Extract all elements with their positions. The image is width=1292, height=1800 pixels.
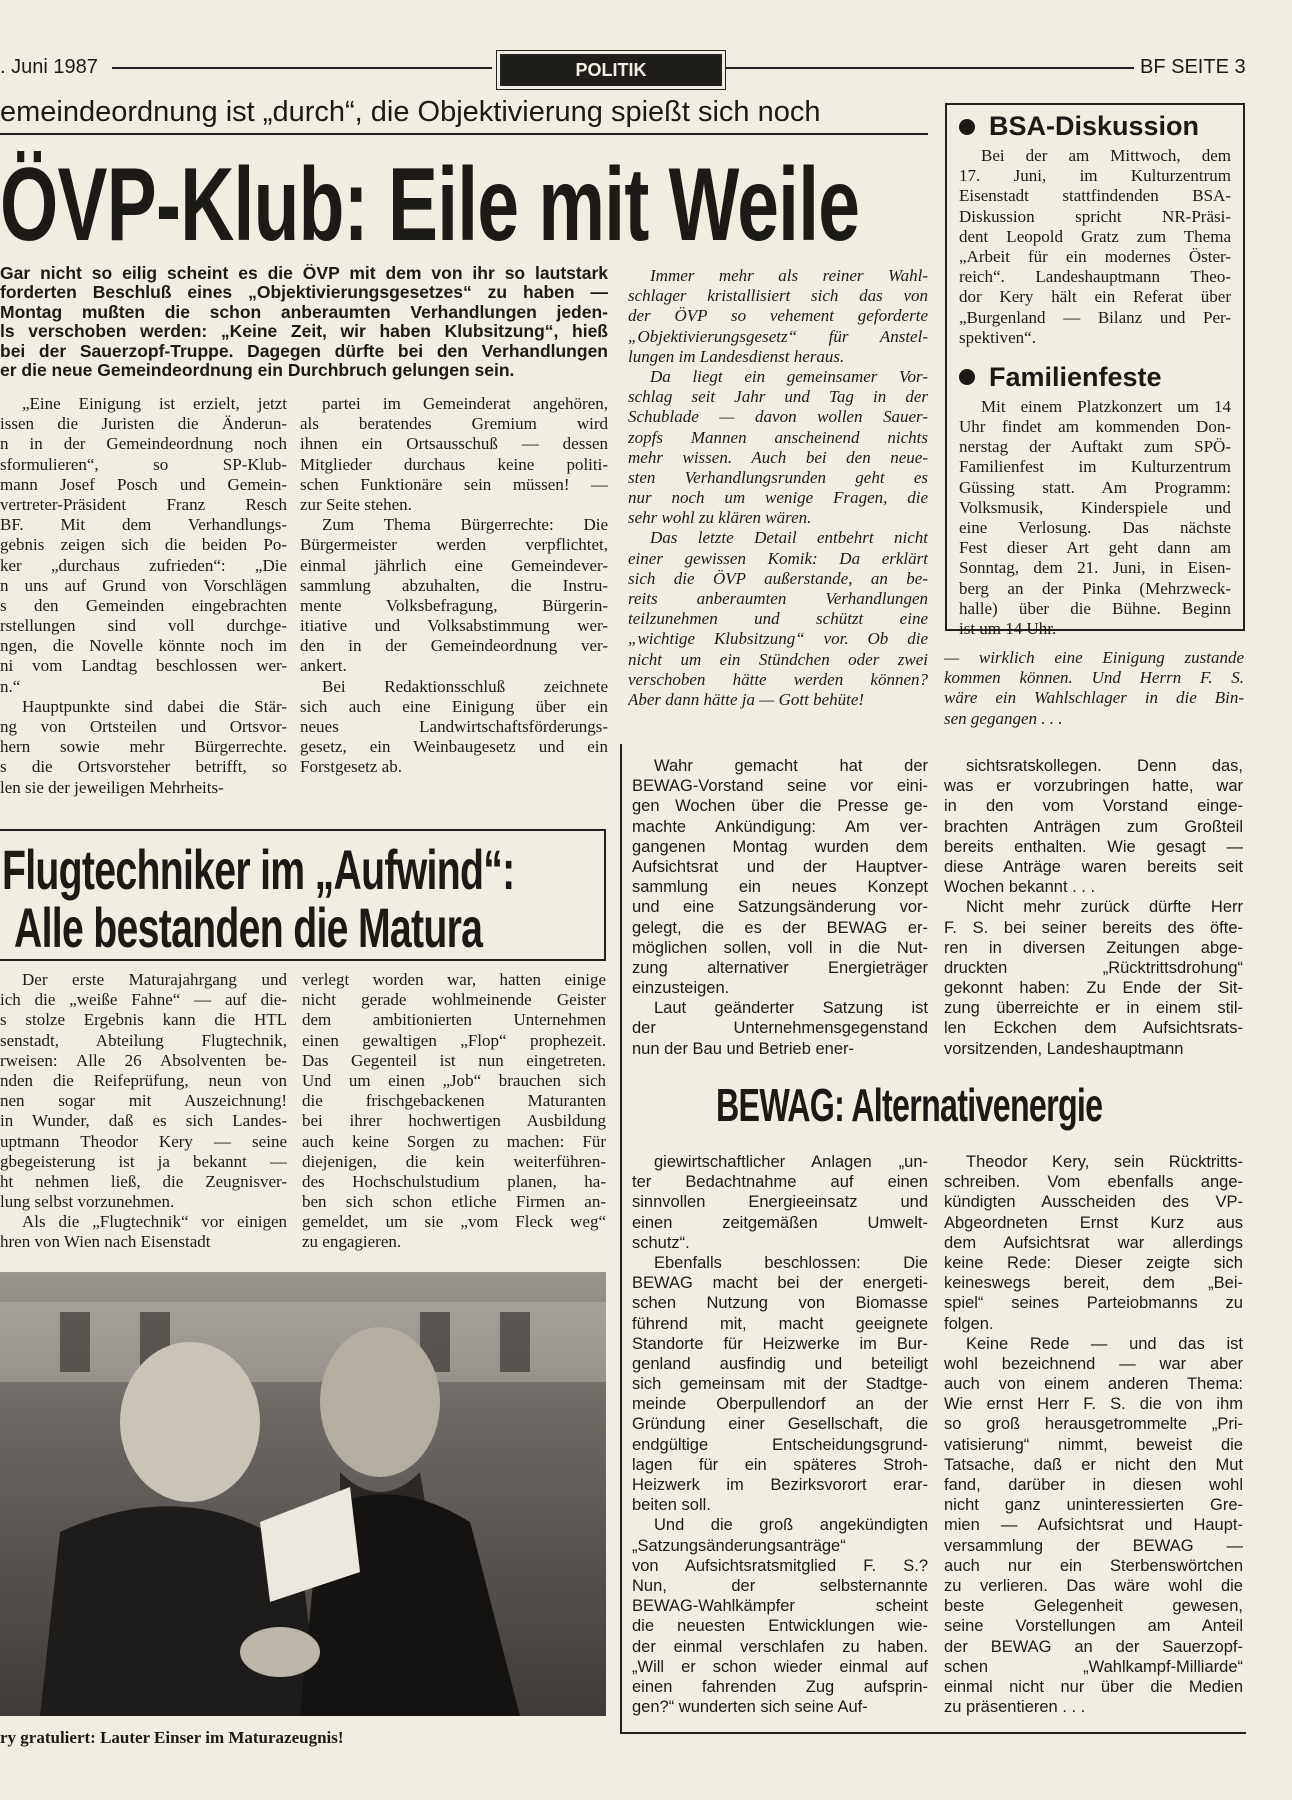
text-line: zung überreichte er in einem stil- — [944, 999, 1243, 1018]
text-line: Eisenstadt stattfindenden BSA- — [959, 186, 1231, 206]
text-line: ter Bedachtnahme auf einen — [632, 1173, 928, 1192]
text-line: „Satzungsänderungsanträge“ — [632, 1536, 846, 1555]
text-line: schen Nutzung von Biomasse — [632, 1294, 928, 1313]
text-line: ngen, die Novelle könnte noch im — [0, 636, 287, 656]
text-line: einer gewissen Komik: Da erklärt — [628, 548, 928, 568]
paragraph — [302, 970, 606, 1253]
text-line: Nicht mehr zurück dürfte Herr — [966, 898, 1243, 917]
text-line: reits anberaumten Verhandlungen — [628, 589, 928, 608]
text-line: der einmal verschlafen zu haben. — [632, 1637, 928, 1656]
text-line: Da liegt ein gemeinsamer Vor- — [650, 366, 928, 386]
text-line: vorsitzenden, Landeshauptmann — [944, 1039, 1184, 1058]
text-line: spiel“ seines Parteiobmanns zu — [944, 1294, 1243, 1313]
text-line: Als die „Flugtechnik“ vor einigen — [22, 1212, 287, 1232]
text-line: keineswegs bereit, dem „Bei- — [944, 1274, 1243, 1293]
paragraph — [0, 264, 608, 380]
text-line: Bei der am Mittwoch, dem — [981, 146, 1231, 165]
article-column-2 — [300, 394, 608, 778]
text-line: Schublade — davon wollen Sauer- — [628, 407, 928, 427]
text-line: kommen können. Und Herrn F. S. — [944, 668, 1244, 688]
text-line: sich die ÖVP außerstande, an be- — [628, 568, 928, 588]
text-line: Aufsichtsrat und der Hauptver- — [632, 857, 928, 876]
text-line: brachten Anträgen zum Großteil — [944, 817, 1243, 836]
text-line: issen die Juristen die Änderun- — [0, 414, 287, 434]
text-line: nun der Bau und Betrieb ener- — [632, 1039, 854, 1058]
text-line: nur noch um wenige Fragen, die — [628, 488, 928, 508]
text-line: Ebenfalls beschlossen: Die — [654, 1253, 928, 1272]
paragraph — [0, 1212, 287, 1252]
text-line: vertreter-Präsident Franz Resch — [0, 494, 287, 514]
text-line: halle) über die Bühne. Beginn — [959, 598, 1231, 618]
text-line: diejenigen, die kein weiterführen- — [302, 1151, 606, 1171]
text-line: dent Leopold Gratz zum Thema — [959, 226, 1231, 246]
text-line: mann Josef Posch und Gemein- — [0, 474, 287, 494]
sidebar-item-bsa — [947, 111, 1243, 348]
text-line: zung alternativer Energieträger — [632, 958, 928, 977]
text-line: Abgeordneten Ernst Kurz aus — [944, 1213, 1243, 1232]
text-line: lagen für ein späteres Stroh- — [632, 1455, 928, 1474]
text-line: Sonntag, dem 21. Juni, in Eisen- — [959, 558, 1231, 578]
text-line: Familienfest im Kulturzentrum — [959, 457, 1231, 477]
text-line: in Wunder, daß es sich Landes- — [0, 1111, 287, 1131]
text-line: n uns auf Grund von Vorschlägen — [0, 575, 287, 595]
text-line: zu verlieren. Das wäre wohl die — [944, 1576, 1243, 1595]
paragraph — [944, 648, 1244, 729]
text-line: s stolze Ergebnis kann die HTL — [0, 1010, 287, 1030]
text-line: „Eine Einigung ist erzielt, jetzt — [22, 394, 287, 413]
text-line: ng von Ortsteilen und Ortsvor- — [0, 717, 287, 736]
text-line: 17. Juni, im Kulturzentrum — [959, 166, 1231, 186]
article-column-1 — [0, 394, 287, 798]
text-line: verschoben hätte werden können? — [628, 669, 928, 689]
text-line: ist um 14 Uhr. — [959, 618, 1057, 638]
paragraph — [0, 394, 287, 697]
text-line: und eine Satzungsänderung vor- — [632, 898, 928, 917]
text-line: Der erste Maturajahrgang und — [22, 970, 287, 989]
text-line: einzusteigen. — [632, 979, 730, 998]
text-line: seine Vorstellungen am Anteil — [944, 1617, 1243, 1636]
text-line: sformulieren“, so SP-Klub- — [0, 454, 287, 474]
page-number: BF SEITE 3 — [1140, 56, 1246, 78]
text-line: zur Seite stehen. — [300, 494, 412, 514]
text-line: mien — Aufsichtsrat und Haupt- — [944, 1516, 1243, 1535]
text-line: Fest dieser Art geht dann am — [959, 538, 1231, 558]
text-line: gbegeisterung ist ja bekannt — — [0, 1151, 287, 1171]
paragraph — [300, 515, 608, 677]
paragraph — [632, 998, 928, 1059]
text-line: sich gemeinsam mit der Stadtge- — [632, 1375, 928, 1394]
text-line: Mitglieder durchaus keine politi- — [300, 454, 608, 474]
header-rule-right — [726, 67, 1134, 69]
sidebar-item-familienfeste — [947, 362, 1243, 639]
text-line: itiative und Volksabstimmung wer- — [300, 616, 608, 636]
text-line: auch keine Sorgen zu machen: Für — [302, 1131, 606, 1151]
text-line: der ÖVP so vehement geforderte — [628, 306, 928, 326]
text-line: Uhr findet am kommenden Don- — [959, 417, 1231, 437]
flug-headline-line2: Alle bestanden die Matura — [14, 896, 483, 959]
article-lead — [0, 264, 608, 380]
text-line: schlag seit Jahr und Tag in der — [628, 387, 928, 407]
paragraph — [300, 677, 608, 778]
text-line: bereits enthalten. Wie gesagt — — [944, 837, 1243, 856]
text-line: nicht um ein Stündchen oder zwei — [628, 649, 928, 669]
text-line: ankert. — [300, 656, 347, 676]
text-line: len sie der jeweiligen Mehrheits- — [0, 777, 224, 797]
text-line: auch nur ein Sterbenswörtchen — [944, 1556, 1243, 1575]
paragraph — [632, 1253, 928, 1515]
sidebar-item-title: BSA-Diskussion — [989, 111, 1200, 141]
text-line: dem Aufsichtsrat war allerdings — [944, 1233, 1243, 1252]
text-line: Bei Redaktionsschluß zeichnete — [322, 676, 608, 696]
text-line: sammlung ein neues Konzept — [632, 878, 928, 897]
paragraph — [944, 756, 1243, 897]
text-line: ker „durchaus zufrieden“: „Die — [0, 555, 287, 575]
text-line: mente Volksbefragung, Bürgerin- — [300, 595, 608, 615]
bullet-icon — [959, 119, 975, 135]
text-line: machte Ankündigung: Am ver- — [632, 817, 928, 836]
text-line: auch von einem anderen Thema: — [944, 1375, 1243, 1394]
text-line: diese Anträge waren bereits seit — [944, 857, 1243, 876]
bewag-column-2 — [944, 1152, 1243, 1717]
text-line: beiten soll. — [632, 1496, 711, 1515]
commentary-end — [944, 648, 1244, 729]
text-line: Wie ernst Herr F. S. die von ihm — [944, 1395, 1243, 1414]
text-line: ni vom Landtag beschlossen wer- — [0, 656, 287, 676]
sidebar-item-text — [959, 146, 1231, 348]
text-line: Und um einen „Job“ brauchen sich — [302, 1070, 606, 1090]
text-line: reich“. Landeshauptmann Theo- — [959, 267, 1231, 287]
kicker-rule — [0, 133, 928, 135]
text-line: Heizwerk im Bezirksvorort erar- — [632, 1476, 928, 1494]
text-line: partei im Gemeinderat angehören, — [322, 394, 608, 413]
text-line: nicht gerade wohlmeinende Geister — [302, 990, 606, 1010]
photo-graduation — [0, 1272, 606, 1716]
text-line: dem ambitionierten Unternehmen — [302, 1010, 606, 1030]
text-line: lungen im Landesdienst heraus. — [628, 346, 845, 366]
text-line: einen zeitgemäßen Umwelt- — [632, 1213, 928, 1232]
text-line: s die Ortsvorsteher betrifft, so — [0, 757, 287, 777]
text-line: forderten Beschluß eines „Objektivierungsgesetzes“ zu haben — — [0, 283, 608, 303]
text-line: führend mit, macht geeignete — [632, 1314, 928, 1333]
sidebar-item-title: Familienfeste — [989, 361, 1162, 392]
text-line: Theodor Kery, sein Rücktritts- — [966, 1153, 1243, 1171]
text-line: bei ihrer hochwertigen Ausbildung — [302, 1111, 606, 1131]
text-line: einen gewaltigen „Flop“ prophezeit. — [302, 1030, 606, 1050]
text-line: Diskussion spricht NR-Präsi- — [959, 206, 1231, 226]
text-line: Tatsache, daß er nicht den Mut — [944, 1455, 1243, 1474]
text-line: den in der Gemeindeordnung ver- — [300, 636, 608, 656]
text-line: endgültige Entscheidungsgrund- — [632, 1435, 928, 1454]
text-line: Nun, der selbsternannte — [632, 1576, 928, 1595]
text-line: BEWAG-Wahlkämpfer scheint — [632, 1597, 928, 1616]
text-line: beste Gelegenheit gewesen, — [944, 1597, 1243, 1616]
text-line: nerstag der Auftakt zum SPÖ- — [959, 437, 1231, 457]
text-line: Immer mehr als reiner Wahl- — [650, 266, 928, 285]
paragraph — [628, 528, 928, 710]
text-line: „Objektivierungsgesetz“ für Anstel- — [628, 326, 928, 346]
text-line: einen fahrenden Zug aufsprin- — [632, 1677, 928, 1696]
text-line: Wochen bekannt . . . — [944, 878, 1096, 897]
paragraph — [944, 1334, 1243, 1718]
text-line: Keine Rede — und das ist — [966, 1334, 1243, 1353]
text-line: die frischgebackenen Maturanten — [302, 1091, 606, 1111]
text-line: gelegt, die es der BEWAG er- — [632, 918, 928, 937]
text-line: Aber dann hätte ja — Gott behüte! — [628, 689, 865, 709]
text-line: gen?“ wunderten sich seine Auf- — [632, 1698, 868, 1717]
text-line: Das letzte Detail entbehrt nicht — [650, 528, 928, 548]
text-line: dor Kery hält ein Referat über — [959, 287, 1231, 307]
text-line: „Arbeit für ein modernes Öster- — [959, 246, 1231, 266]
photo-caption: ry gratuliert: Lauter Einser im Maturazeugnis! — [0, 1728, 344, 1747]
text-line: Mit einem Platzkonzert um 14 — [981, 396, 1231, 416]
text-line: sich auch eine Einigung über ein — [300, 696, 608, 716]
text-line: mehr wissen. Auch bei den neue- — [628, 447, 928, 467]
text-line: hren von Wien nach Eisenstadt — [0, 1232, 211, 1252]
issue-date: . Juni 1987 — [0, 56, 98, 78]
paragraph — [632, 756, 928, 998]
paragraph — [944, 897, 1243, 1059]
text-line: versammlung der BEWAG — — [944, 1536, 1243, 1555]
bewag-top-column-1 — [632, 756, 928, 1059]
text-line: nden die Reifeprüfung, neun von — [0, 1070, 287, 1090]
paragraph — [632, 1515, 928, 1717]
text-line: folgen. — [944, 1314, 994, 1333]
bewag-headline: BEWAG: Alternativenergie — [716, 1079, 1103, 1131]
text-line: n.“ — [0, 676, 21, 696]
text-line: gemeldet, um sie „vom Fleck weg“ — [302, 1212, 606, 1232]
text-line: teilzunehmen und schützt eine — [628, 609, 928, 629]
article-kicker: emeindeordnung ist „durch“, die Objektivierung spießt sich noch — [0, 96, 821, 128]
text-line: kündigten Ausscheiden des VP- — [944, 1193, 1243, 1212]
text-line: rstellungen sind voll durchge- — [0, 616, 287, 636]
text-line: ben sich schon etliche Firmen an- — [302, 1192, 606, 1212]
paragraph — [628, 266, 928, 367]
text-line: von Aufsichtsratsmitglied F. S.? — [632, 1556, 928, 1575]
text-line: gekonnt haben: Zu Ende der Sit- — [944, 979, 1243, 998]
text-line: keine Rede: Dieser zeigte sich — [944, 1253, 1243, 1272]
text-line: zu präsentieren . . . — [944, 1698, 1086, 1717]
text-line: F. S. bei seiner bereits des öfte- — [944, 918, 1243, 937]
commentary-column — [628, 266, 928, 710]
text-line: „Burgenland — Bilanz und Per- — [959, 307, 1231, 327]
text-line: senstadt, Abteilung Flugtechnik, — [0, 1030, 287, 1050]
text-line: Bürgermeister werden verpflichtet, — [300, 535, 608, 555]
text-line: Güssing statt. Am Programm: — [959, 477, 1231, 497]
text-line: druckten „Rücktrittsdrohung“ — [944, 958, 1243, 977]
text-line: berg an der Pinka (Mehrzweck- — [959, 578, 1231, 598]
text-line: der Unternehmensgegenstand — [632, 1019, 928, 1038]
text-line: s den Gemeinden eingebrachten — [0, 595, 287, 615]
text-line: sehr wohl zu klären wären. — [628, 508, 812, 528]
text-line: Laut geänderter Satzung ist — [654, 999, 928, 1018]
text-line: BEWAG-Vorstand seine vor eini- — [632, 777, 928, 796]
text-line: sinnvollen Energieeinsatz und — [632, 1193, 928, 1212]
text-line: der BEWAG an der Sauerzopf- — [944, 1637, 1243, 1656]
text-line: meinde Oberpullendorf an der — [632, 1395, 928, 1414]
text-line: schreiben. Vom ebenfalls ange- — [944, 1173, 1243, 1192]
text-line: schutz“. — [632, 1233, 690, 1252]
text-line: Das Gegenteil ist nun eingetreten. — [302, 1050, 606, 1070]
text-line: ht nehmen ließ, die Zeugnisver- — [0, 1171, 287, 1191]
text-line: len Eckchen dem Aufsichtsrats- — [944, 1019, 1243, 1038]
text-line: nicht ganz uninteressierten Gre- — [944, 1496, 1243, 1515]
text-line: ich die „weiße Fahne“ — auf die- — [0, 990, 287, 1010]
text-line: Gründung einer Gesellschaft, die — [632, 1415, 928, 1434]
text-line: ls verschoben werden: „Keine Zeit, wir haben Klubsitzung“, hieß — [0, 322, 608, 342]
text-line: in den vom Vorstand einge- — [944, 797, 1243, 816]
text-line: zopfs Mannen anscheinend nichts — [628, 427, 928, 447]
text-line: ren in diversen Zeitungen abge- — [944, 938, 1243, 957]
text-line: spektiven“. — [959, 327, 1036, 347]
paragraph — [300, 394, 608, 515]
paragraph — [628, 367, 928, 529]
text-line: n in der Gemeindeordnung noch — [0, 434, 287, 454]
text-line: sammlung abzuhalten, die Instru- — [300, 575, 608, 595]
text-line: schen Funktionäre sein müssen! — — [300, 474, 608, 494]
text-line: einmal jährlich eine Gemeindever- — [300, 555, 608, 575]
section-label: POLITIK — [500, 54, 722, 86]
text-line: „Will er schon wieder einmal auf — [632, 1657, 928, 1676]
text-line: schen „Wahlkampf-Milliarde“ — [944, 1657, 1243, 1676]
text-line: ihnen ein Ortsausschuß — dessen — [300, 434, 608, 454]
text-line: möglichen sollen, voll in die Nut- — [632, 938, 928, 957]
text-line: Zum Thema Bürgerrechte: Die — [322, 515, 608, 535]
text-line: als beratendes Gremium wird — [300, 414, 608, 434]
text-line: die neuesten Entwicklungen wie- — [632, 1617, 928, 1636]
text-line: hern sowie mehr Bürgerrechte. — [0, 737, 287, 757]
news-sidebar — [945, 103, 1245, 638]
text-line: gen Wochen über die Presse ge- — [632, 797, 928, 816]
bullet-icon — [959, 369, 975, 385]
paragraph — [959, 397, 1231, 639]
text-line: sen gegangen . . . — [944, 708, 1063, 728]
text-line: neues Landwirtschaftsförderungs- — [300, 717, 608, 736]
text-line: Forstgesetz ab. — [300, 757, 402, 777]
article-headline: ÖVP-Klub: Eile mit Weile — [0, 147, 860, 263]
text-line: er die neue Gemeindeordnung ein Durchbruch gelungen sein. — [0, 360, 515, 380]
text-line: rweisen: Alle 26 Absolventen be- — [0, 1050, 287, 1070]
text-line: Hauptpunkte sind dabei die Stär- — [22, 696, 287, 716]
text-line: einmal nicht nur über die Medien — [944, 1677, 1243, 1696]
text-line: gebnis zeigen sich die beiden Po- — [0, 535, 287, 555]
text-line: so groß herausgetrommelte „Pri- — [944, 1415, 1243, 1434]
text-line: giewirtschaftlicher Anlagen „un- — [654, 1153, 928, 1171]
text-line: vatisierung“ nimmt, beweist die — [944, 1435, 1243, 1454]
text-line: Montag mußten die schon anberaumten Verhandlungen jeden- — [0, 302, 608, 322]
text-line: wohl bezeichnend — war aber — [944, 1354, 1243, 1373]
text-line: zu engagieren. — [302, 1232, 402, 1252]
sidebar-item-text — [959, 397, 1231, 639]
text-line: nen sogar mit Auszeichnung! — [0, 1091, 287, 1111]
paragraph — [0, 697, 287, 798]
text-line: gesetz, ein Weinbaugesetz und ein — [300, 737, 608, 757]
text-line: sten Verhandlungsrunden geht es — [628, 467, 928, 487]
text-line: was er vorzubringen hatte, war — [944, 777, 1243, 796]
text-line: gangenen Montag wurden dem — [632, 837, 928, 856]
paragraph — [959, 146, 1231, 348]
text-line: lung selbst vorzunehmen. — [0, 1192, 175, 1212]
flug-headline-box — [0, 829, 606, 961]
text-line: BEWAG macht bei der energeti- — [632, 1274, 928, 1293]
text-line: schlager kristallisiert sich das von — [628, 286, 928, 306]
flug-column-1 — [0, 970, 287, 1253]
paragraph — [0, 970, 287, 1212]
paragraph — [632, 1152, 928, 1253]
text-line: BF. Mit dem Verhandlungs- — [0, 515, 287, 535]
text-line: „wichtige Klubsitzung“ vor. Ob die — [628, 629, 928, 649]
text-line: genland ausfindig und beteiligt — [632, 1354, 928, 1373]
flug-column-2 — [302, 970, 606, 1253]
text-line: — wirklich eine Einigung zustande — [944, 648, 1244, 667]
paragraph — [944, 1152, 1243, 1334]
text-line: bei der Sauerzopf-Truppe. Dagegen dürfte bei den Verhandlungen — [0, 341, 608, 361]
text-line: Volksmusik, Kinderspiele und — [959, 497, 1231, 517]
text-line: des Hochschulstudium planen, ha- — [302, 1171, 606, 1191]
text-line: eine Verlosung. Das nächste — [959, 518, 1231, 537]
text-line: verlegt worden war, hatten einige — [302, 970, 606, 989]
text-line: Und die groß angekündigten — [654, 1516, 928, 1535]
text-line: Gar nicht so eilig scheint es die ÖVP mit dem von ihr so lautstark — [0, 264, 608, 283]
text-line: fand, darüber in diesen wohl — [944, 1476, 1243, 1494]
text-line: Wahr gemacht hat der — [654, 757, 928, 775]
bewag-top-column-2 — [944, 756, 1243, 1059]
bewag-column-1 — [632, 1152, 928, 1717]
header-rule-left — [112, 67, 492, 69]
text-line: uptmann Theodor Kery — seine — [0, 1131, 287, 1151]
text-line: wäre ein Wahlschlager in die Bin- — [944, 688, 1244, 708]
text-line: Standorte für Heizwerke im Bur- — [632, 1334, 928, 1353]
flug-headline-line1: Flugtechniker im „Aufwind“: — [2, 838, 515, 901]
text-line: sichtsratskollegen. Denn das, — [966, 757, 1243, 775]
